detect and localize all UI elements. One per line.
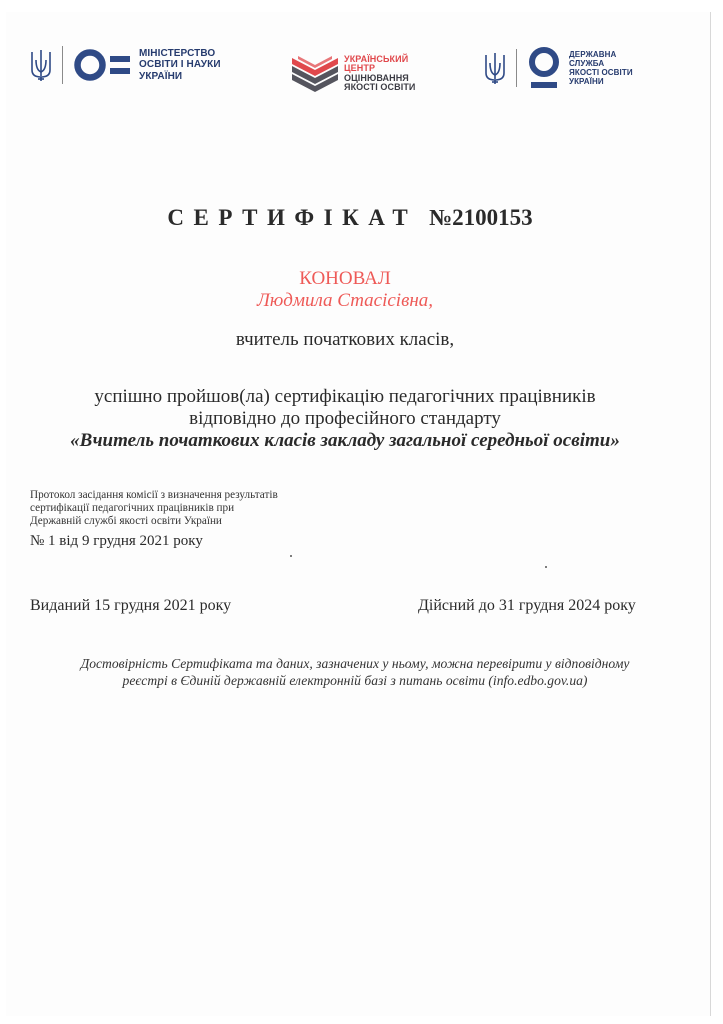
certificate-title (0, 205, 700, 231)
holder-name: Людмила Стасісівна, (256, 290, 433, 311)
mon-o-equals-icon (73, 48, 131, 82)
trident-icon (484, 51, 506, 85)
dsyo-line-4: УКРАЇНИ (569, 77, 604, 86)
open-book-icon (290, 50, 340, 97)
mon-logo (30, 46, 221, 84)
mon-line-2: ОСВІТИ І НАУКИ (139, 59, 221, 71)
protocol-line-2: сертифікації педагогічних працівників при (30, 502, 235, 514)
trident-icon (30, 48, 52, 82)
scan-speck (290, 555, 292, 557)
protocol-number: № 1 від 9 грудня 2021 року (30, 533, 203, 549)
issued-date: Виданий 15 грудня 2021 року (30, 597, 232, 614)
dsyo-logo (484, 46, 633, 90)
dsyo-line-3: ЯКОСТІ ОСВІТИ (569, 68, 633, 77)
ucoz-line-3: ОЦІНЮВАННЯ (344, 72, 409, 83)
professional-standard: «Вчитель початкових класів закладу загальної середньої освіти» (70, 430, 620, 451)
protocol-line-3: Державній службі якості освіти України (30, 515, 222, 527)
verification-line-1: Достовірність Сертифіката та даних, зазначених у ньому, можна перевірити у відповідному (80, 656, 630, 671)
ucoz-logo (290, 50, 416, 97)
mon-line-3: УКРАЇНИ (139, 70, 183, 82)
verification-line-2: реєстрі в Єдиній державній електронній базі з питань освіти (info.edbo.gov.ua) (122, 673, 588, 688)
dsyo-line-1: ДЕРЖАВНА (569, 50, 617, 59)
certificate-number: №2100153 (428, 205, 533, 230)
ucoz-logo-text (344, 55, 416, 93)
dsyo-line-2: СЛУЖБА (569, 59, 605, 68)
ucoz-line-4: ЯКОСТІ ОСВІТИ (344, 82, 416, 92)
ucoz-line-1: УКРАЇНСЬКИЙ (344, 53, 409, 64)
dsyo-logo-text (569, 50, 633, 86)
mon-logo-text (139, 48, 221, 83)
mon-line-1: МІНІСТЕРСТВО (139, 47, 216, 59)
holder-position: вчитель початкових класів, (235, 329, 455, 350)
logo-separator (516, 49, 517, 87)
logo-separator (62, 46, 63, 84)
holder-surname: КОНОВАЛ (299, 268, 391, 289)
dsyo-ring-icon (527, 46, 561, 90)
according-text: відповідно до професійного стандарту (189, 408, 501, 429)
ucoz-line-2: ЦЕНТР (344, 63, 376, 73)
scan-speck (545, 566, 547, 568)
valid-until-date: Дійсний до 31 грудня 2024 року (418, 597, 636, 614)
protocol-line-1: Протокол засідання комісії з визначення результатів (30, 489, 278, 501)
protocol-block (30, 489, 278, 528)
header-logos (0, 46, 723, 102)
passed-text: успішно пройшов(ла) сертифікацію педагогічних працівників (94, 386, 596, 407)
title-word: СЕРТИФІКАТ (167, 205, 418, 230)
